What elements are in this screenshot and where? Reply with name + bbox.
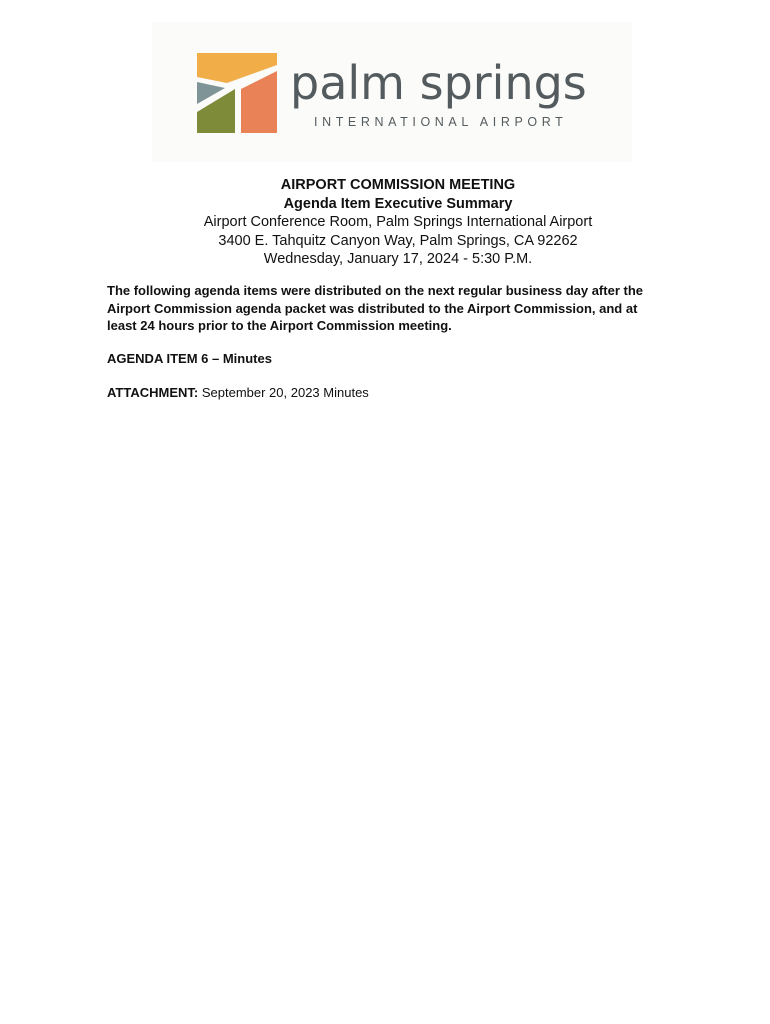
meeting-location: Airport Conference Room, Palm Springs International Airport: [203, 214, 593, 230]
summary-title: Agenda Item Executive Summary: [283, 195, 513, 212]
intro-line: Airport Commission agenda packet was distributed to the Airport Commission, and at: [107, 300, 638, 316]
intro-paragraph: [107, 282, 707, 335]
attachment-value: September 20, 2023 Minutes: [201, 384, 369, 400]
intro-line: The following agenda items were distributed on the next regular business day after the: [107, 283, 643, 298]
attachment-label: ATTACHMENT:: [107, 384, 199, 400]
attachment-line: [107, 384, 707, 401]
intro-line: least 24 hours prior to the Airport Commission meeting.: [107, 318, 452, 333]
airport-logo-mark-icon: [197, 53, 279, 133]
airport-logo: [152, 22, 632, 162]
logo-wordmark: palm springs: [290, 56, 587, 110]
meeting-address: 3400 E. Tahquitz Canyon Way, Palm Springs, CA 92262: [218, 232, 578, 249]
agenda-item-heading: AGENDA ITEM 6 – Minutes: [107, 350, 272, 366]
logo-subtitle: INTERNATIONAL AIRPORT: [314, 115, 568, 129]
meeting-header: [0, 176, 770, 269]
meeting-title: AIRPORT COMMISSION MEETING: [280, 177, 516, 193]
logo-coral-shape: [241, 71, 277, 133]
document-body: [107, 282, 707, 401]
meeting-datetime: Wednesday, January 17, 2024 - 5:30 P.M.: [263, 251, 533, 267]
